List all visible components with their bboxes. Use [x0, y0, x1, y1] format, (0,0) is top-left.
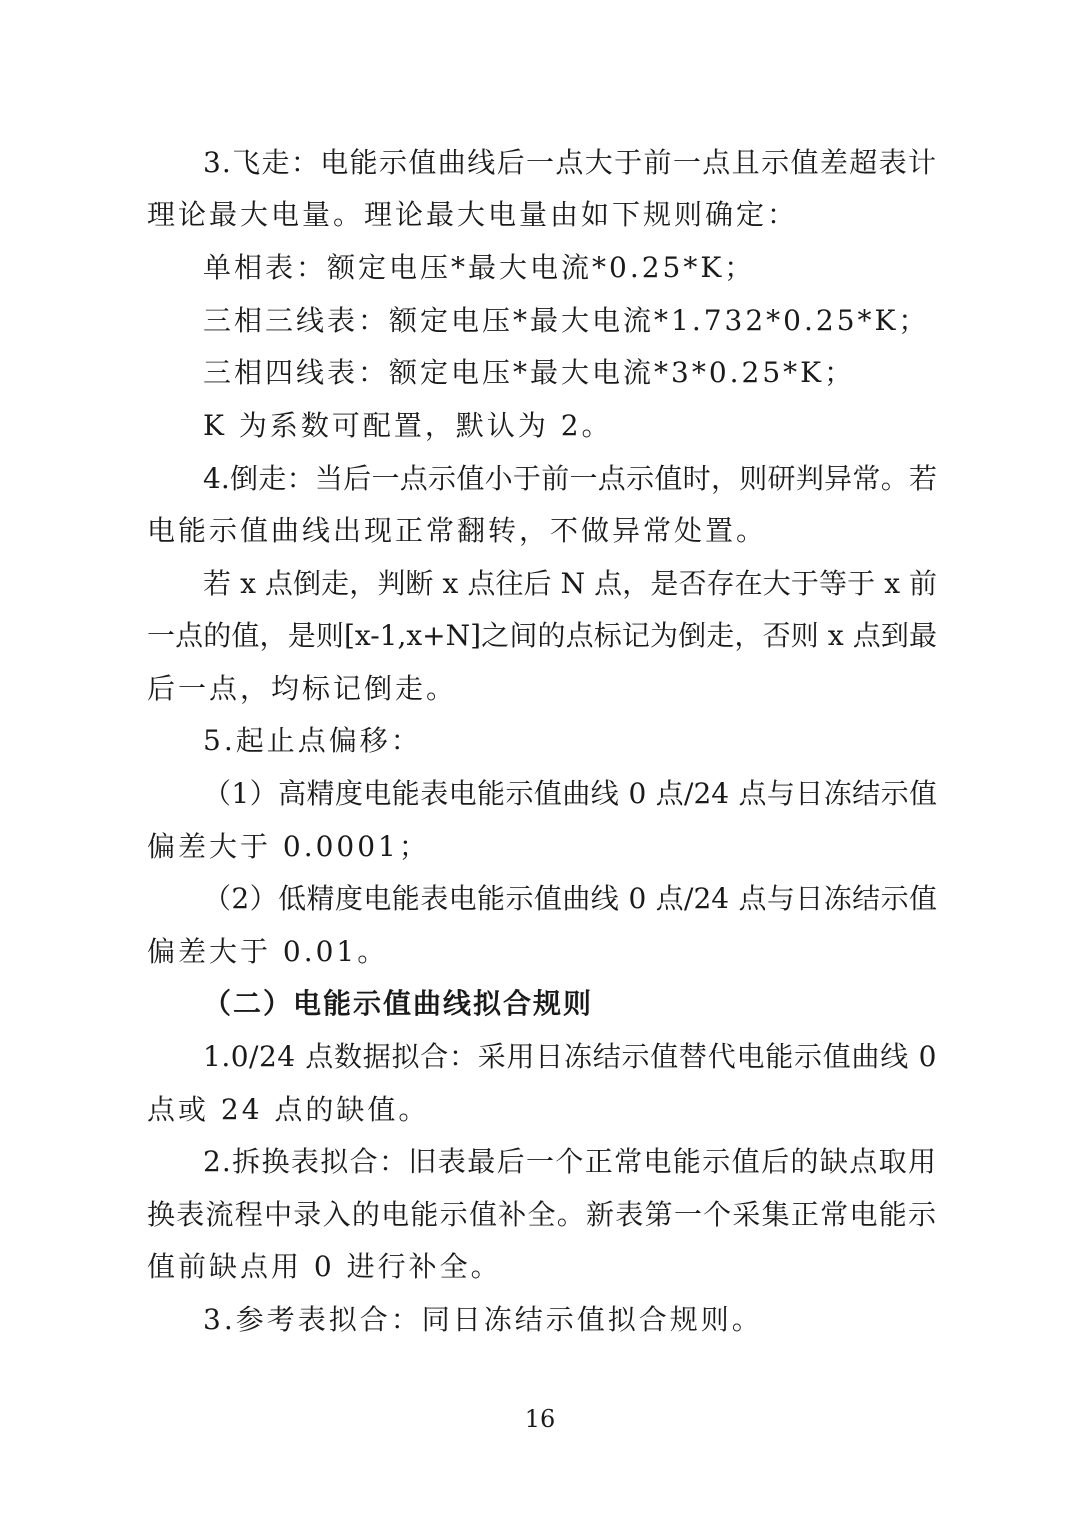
paragraph-line: 3.参考表拟合：同日冻结示值拟合规则。: [203, 1303, 763, 1336]
paragraph-line: 2.拆换表拟合：旧表最后一个正常电能示值后的缺点取用: [203, 1145, 937, 1178]
paragraph-line: 5.起止点偏移：: [203, 724, 422, 757]
paragraph-line: 4.倒走：当后一点示值小于前一点示值时，则研判异常。若: [203, 462, 937, 495]
paragraph-line: 点或 24 点的缺值。: [147, 1093, 430, 1126]
paragraph-line: 电能示值曲线出现正常翻转，不做异常处置。: [147, 514, 768, 547]
paragraph-line: 后一点，均标记倒走。: [147, 672, 458, 705]
paragraph-line: 三相三线表：额定电压*最大电流*1.732*0.25*K；: [203, 304, 930, 337]
paragraph-line: K 为系数可配置，默认为 2。: [203, 409, 613, 442]
paragraph-line: 值前缺点用 0 进行补全。: [147, 1250, 502, 1283]
paragraph-line: 一点的值，是则[x-1,x+N]之间的点标记为倒走，否则 x 点到最: [147, 619, 937, 652]
paragraph-line: 3.飞走：电能示值曲线后一点大于前一点且示值差超表计: [203, 146, 937, 179]
paragraph-line: 偏差大于 0.01。: [147, 935, 389, 968]
paragraph-line: 理论最大电量。理论最大电量由如下规则确定：: [147, 198, 799, 231]
paragraph-line: （2）低精度电能表电能示值曲线 0 点/24 点与日冻结示值: [203, 882, 937, 915]
paragraph-line: 单相表：额定电压*最大电流*0.25*K；: [203, 251, 756, 284]
paragraph-line: 1.0/24 点数据拟合：采用日冻结示值替代电能示值曲线 0: [203, 1040, 937, 1073]
section-heading: （二）电能示值曲线拟合规则: [203, 987, 594, 1020]
paragraph-line: 若 x 点倒走，判断 x 点往后 N 点，是否存在大于等于 x 前: [203, 567, 937, 600]
paragraph-line: （1）高精度电能表电能示值曲线 0 点/24 点与日冻结示值: [203, 777, 937, 810]
page-number: 16: [524, 1405, 556, 1433]
paragraph-line: 偏差大于 0.0001；: [147, 830, 430, 863]
paragraph-line: 三相四线表：额定电压*最大电流*3*0.25*K；: [203, 356, 856, 389]
paragraph-line: 换表流程中录入的电能示值补全。新表第一个采集正常电能示: [147, 1198, 937, 1231]
